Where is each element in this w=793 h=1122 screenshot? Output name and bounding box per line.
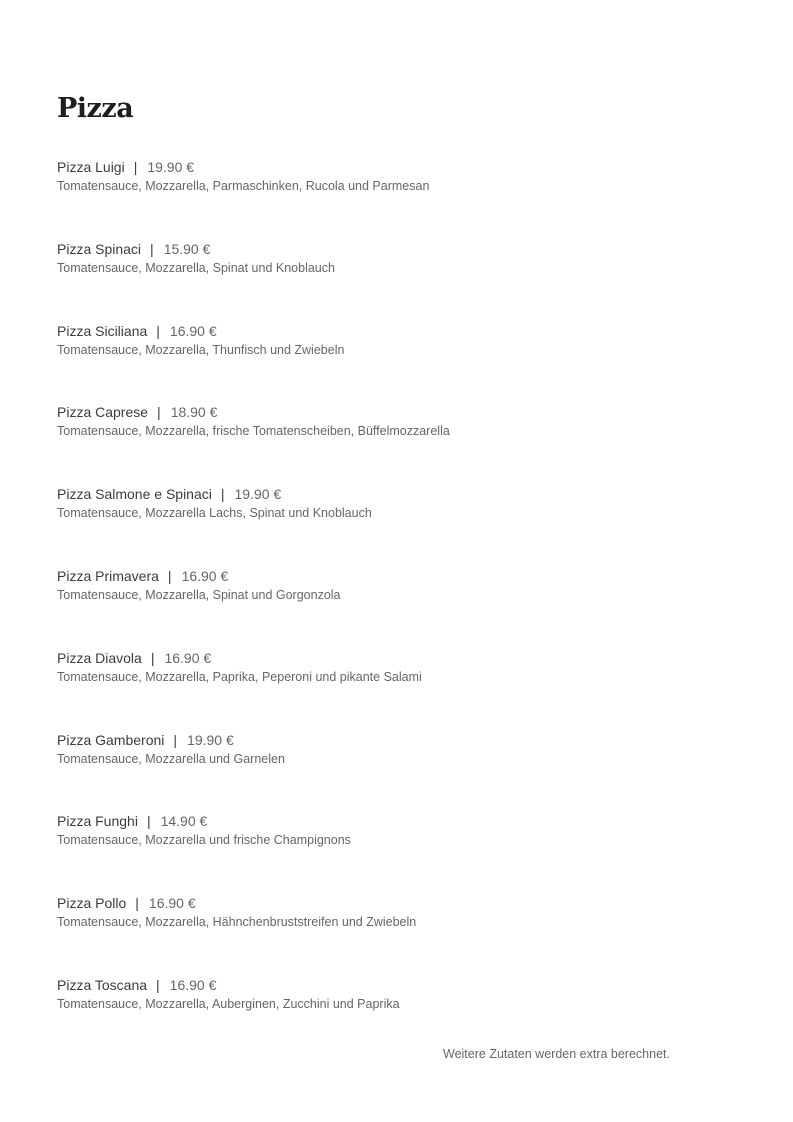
item-description: Tomatensauce, Mozzarella, Auberginen, Zucchini und Paprika xyxy=(57,996,400,1011)
item-price: 16.90 € xyxy=(148,895,196,912)
item-name: Pizza Diavola xyxy=(57,649,142,666)
item-description: Tomatensauce, Mozzarella, Spinat und Gorgonzola xyxy=(57,587,341,602)
item-price: 16.90 € xyxy=(181,567,229,584)
item-name: Pizza Primavera xyxy=(57,567,159,584)
item-name: Pizza Luigi xyxy=(57,159,125,175)
item-name: Pizza Pollo xyxy=(57,895,127,912)
menu-list xyxy=(57,158,737,1058)
item-description: Tomatensauce, Mozzarella, Hähnchenbruststreifen und Zwiebeln xyxy=(57,915,417,930)
item-description: Tomatensauce, Mozzarella und Garnelen xyxy=(57,751,285,766)
item-name: Pizza Toscana xyxy=(57,976,148,993)
item-separator: | xyxy=(146,813,151,830)
item-separator: | xyxy=(133,159,138,175)
item-price: 19.90 € xyxy=(147,159,195,175)
menu-item xyxy=(57,894,737,976)
menu-item xyxy=(57,485,737,567)
item-separator: | xyxy=(220,486,225,503)
item-description: Tomatensauce, Mozzarella und frische Champignons xyxy=(57,833,351,848)
item-separator: | xyxy=(167,567,172,584)
menu-item xyxy=(57,403,737,485)
item-price: 16.90 € xyxy=(169,322,217,339)
item-name: Pizza Siciliana xyxy=(57,322,148,339)
item-separator: | xyxy=(156,976,160,993)
item-price: 16.90 € xyxy=(164,649,212,666)
item-name: Pizza Funghi xyxy=(57,813,138,830)
item-price: 14.90 € xyxy=(160,813,208,830)
menu-item xyxy=(57,158,737,240)
menu-item xyxy=(57,322,737,404)
item-price: 15.90 € xyxy=(163,240,211,257)
item-separator: | xyxy=(173,731,178,748)
item-separator: | xyxy=(150,240,154,257)
item-separator: | xyxy=(150,649,155,666)
item-name: Pizza Caprese xyxy=(57,404,149,421)
item-price: 18.90 € xyxy=(170,404,218,421)
item-name: Pizza Salmone e Spinaci xyxy=(57,486,212,503)
item-description: Tomatensauce, Mozzarella, Thunfisch und Zwiebeln xyxy=(57,342,345,357)
item-price: 19.90 € xyxy=(187,731,234,748)
item-name: Pizza Spinaci xyxy=(57,240,142,257)
item-separator: | xyxy=(156,322,160,339)
item-separator: | xyxy=(157,404,161,421)
item-description: Tomatensauce, Mozzarella, Spinat und Knoblauch xyxy=(57,260,335,275)
menu-item xyxy=(57,731,737,813)
item-name: Pizza Gamberoni xyxy=(57,731,165,748)
footnote: Weitere Zutaten werden extra berechnet. xyxy=(443,1047,670,1061)
item-description: Tomatensauce, Mozzarella, Paprika, Peperoni und pikante Salami xyxy=(57,669,422,684)
item-price: 16.90 € xyxy=(169,976,217,993)
item-price: 19.90 € xyxy=(234,486,282,503)
item-description: Tomatensauce, Mozzarella, frische Tomatenscheiben, Büffelmozzarella xyxy=(57,424,450,439)
menu-item xyxy=(57,649,737,731)
item-description: Tomatensauce, Mozzarella, Parmaschinken, Rucola und Parmesan xyxy=(57,179,430,193)
item-description: Tomatensauce, Mozzarella Lachs, Spinat und Knoblauch xyxy=(57,506,372,521)
page-title: Pizza xyxy=(57,93,134,124)
menu-item xyxy=(57,567,737,649)
item-separator: | xyxy=(135,895,139,912)
menu-item xyxy=(57,812,737,894)
menu-item xyxy=(57,240,737,322)
